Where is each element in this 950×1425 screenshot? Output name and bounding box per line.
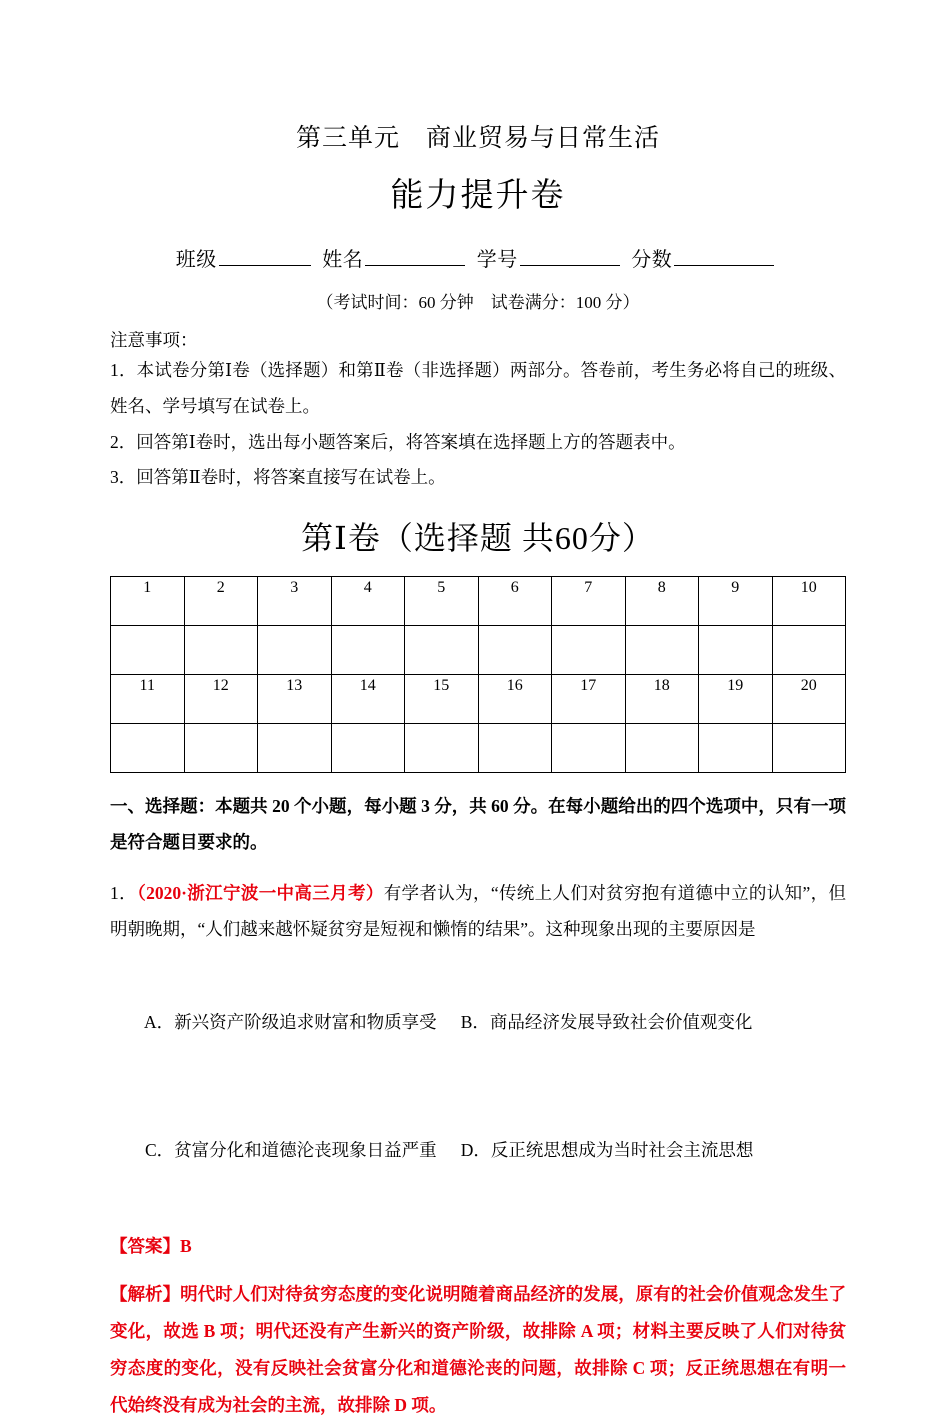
question-1-answer (110, 1229, 846, 1264)
answer-number-cell: 1 (111, 577, 185, 626)
identity-field-score (631, 249, 780, 271)
answer-entry-cell[interactable] (699, 724, 773, 773)
table-row-numbers-1-10 (111, 577, 846, 626)
answer-value: B (180, 1236, 192, 1257)
answer-entry-cell[interactable] (772, 626, 846, 675)
answer-number-cell: 18 (625, 675, 699, 724)
table-row-numbers-11-20 (111, 675, 846, 724)
answer-number-cell: 19 (699, 675, 773, 724)
analysis-label: 【解析】 (110, 1284, 181, 1305)
answer-number-cell: 9 (699, 577, 773, 626)
answer-entry-cell[interactable] (111, 626, 185, 675)
option-a-text[interactable]: 新兴资产阶级追求财富和物质享受 (174, 1011, 437, 1032)
question-1-source: （2020·浙江宁波一中高三月考） (136, 883, 384, 904)
identity-blank-score[interactable] (674, 250, 774, 266)
answer-number-cell: 14 (331, 675, 405, 724)
identity-field-name (322, 249, 471, 271)
answer-entry-cell[interactable] (478, 724, 552, 773)
option-row-ab (110, 958, 846, 1087)
answer-number-cell: 11 (111, 675, 185, 724)
answer-number-cell: 4 (331, 577, 405, 626)
identity-label-class: 班级 (175, 248, 217, 271)
answer-number-cell: 13 (258, 675, 332, 724)
answer-entry-cell[interactable] (331, 626, 405, 675)
question-section-intro: 一、选择题：本题共 20 个小题，每小题 3 分，共 60 分。在每小题给出的四个选项中，只有一项是符合题目要求的。 (110, 796, 846, 853)
answer-entry-cell[interactable] (184, 724, 258, 773)
question-1 (110, 875, 846, 948)
answer-entry-cell[interactable] (625, 626, 699, 675)
answer-number-cell: 10 (772, 577, 846, 626)
answer-entry-cell[interactable] (258, 626, 332, 675)
section-one-heading: 第Ⅰ卷（选择题 共60分） (301, 520, 655, 557)
identity-blank-name[interactable] (365, 250, 465, 266)
answer-entry-cell[interactable] (772, 724, 846, 773)
analysis-text: 明代时人们对待贫穷态度的变化说明随着商品经济的发展，原有的社会价值观念发生了变化，故选 B 项；明代还没有产生新兴的资产阶级，故排除 A 项；材料主要反映了人们对待贫穷态度的变化，没有反映社会贫富分化和道德沦丧的问题，故排除 C 项；反正统思想在有明一代始终没有成为社会的主流，故排除 D 项。 (110, 1284, 847, 1416)
question-1-stem: 有学者认为，“传统上人们对贫穷抱有道德中立的认知”，但明朝晚期，“人们越来越怀疑贫穷是短视和懒惰的结果”。这种现象出现的主要原因是 (110, 883, 846, 940)
identity-field-student-id (477, 249, 626, 271)
identity-label-score: 分数 (631, 248, 673, 271)
answer-entry-cell[interactable] (258, 724, 332, 773)
answer-entry-cell[interactable] (184, 626, 258, 675)
answer-number-cell: 3 (258, 577, 332, 626)
option-c-key: C． (145, 1140, 175, 1161)
question-1-analysis (110, 1276, 846, 1424)
answer-entry-cell[interactable] (552, 626, 626, 675)
identity-blank-class[interactable] (219, 250, 311, 266)
identity-label-name: 姓名 (322, 248, 364, 271)
exam-meta-line: （考试时间：60 分钟 试卷满分：100 分） (316, 292, 640, 312)
option-d-key: D． (460, 1140, 491, 1161)
answer-number-cell: 12 (184, 675, 258, 724)
unit-title: 第三单元 商业贸易与日常生活 (295, 123, 660, 152)
answer-entry-cell[interactable] (625, 724, 699, 773)
answer-number-cell: 2 (184, 577, 258, 626)
answer-number-cell: 7 (552, 577, 626, 626)
identity-fields-row (110, 243, 846, 272)
answer-entry-cell[interactable] (699, 626, 773, 675)
notice-item-2: 2．回答第Ⅰ卷时，选出每小题答案后，将答案填在选择题上方的答题表中。 (110, 431, 686, 452)
question-1-options (110, 958, 846, 1215)
paper-title: 能力提升卷 (390, 175, 566, 214)
answer-number-cell: 5 (405, 577, 479, 626)
option-row-cd (110, 1087, 846, 1216)
option-d-text[interactable]: 反正统思想成为当时社会主流思想 (490, 1140, 754, 1161)
identity-label-student-id: 学号 (476, 248, 518, 271)
answer-number-cell: 6 (478, 577, 552, 626)
option-c-text[interactable]: 贫富分化和道德沦丧现象日益严重 (174, 1140, 437, 1161)
answer-number-cell: 15 (405, 675, 479, 724)
answer-number-cell: 17 (552, 675, 626, 724)
option-b-key: B． (460, 1011, 490, 1032)
answer-number-cell: 16 (478, 675, 552, 724)
identity-field-class (176, 249, 317, 271)
answer-entry-cell[interactable] (552, 724, 626, 773)
answer-entry-cell[interactable] (331, 724, 405, 773)
answer-sheet-table (110, 576, 846, 773)
answer-number-cell: 20 (772, 675, 846, 724)
option-b-text[interactable]: 商品经济发展导致社会价值观变化 (489, 1011, 753, 1032)
answer-number-cell: 8 (625, 577, 699, 626)
answer-entry-cell[interactable] (111, 724, 185, 773)
table-row-answers-11-20 (111, 724, 846, 773)
answer-entry-cell[interactable] (405, 626, 479, 675)
notice-item-1: 1．本试卷分第Ⅰ卷（选择题）和第Ⅱ卷（非选择题）两部分。答卷前，考生务必将自己的班级、姓名、学号填写在试卷上。 (110, 359, 846, 416)
option-a-key: A． (144, 1011, 175, 1032)
answer-entry-cell[interactable] (405, 724, 479, 773)
document-body (110, 0, 846, 1425)
answer-label: 【答案】 (110, 1236, 180, 1257)
answer-entry-cell[interactable] (478, 626, 552, 675)
notice-item-3: 3．回答第Ⅱ卷时，将答案直接写在试卷上。 (110, 467, 446, 488)
notice-heading: 注意事项： (110, 329, 198, 350)
table-row-answers-1-10 (111, 626, 846, 675)
identity-blank-student-id[interactable] (520, 250, 620, 266)
question-1-number: 1． (110, 883, 137, 904)
